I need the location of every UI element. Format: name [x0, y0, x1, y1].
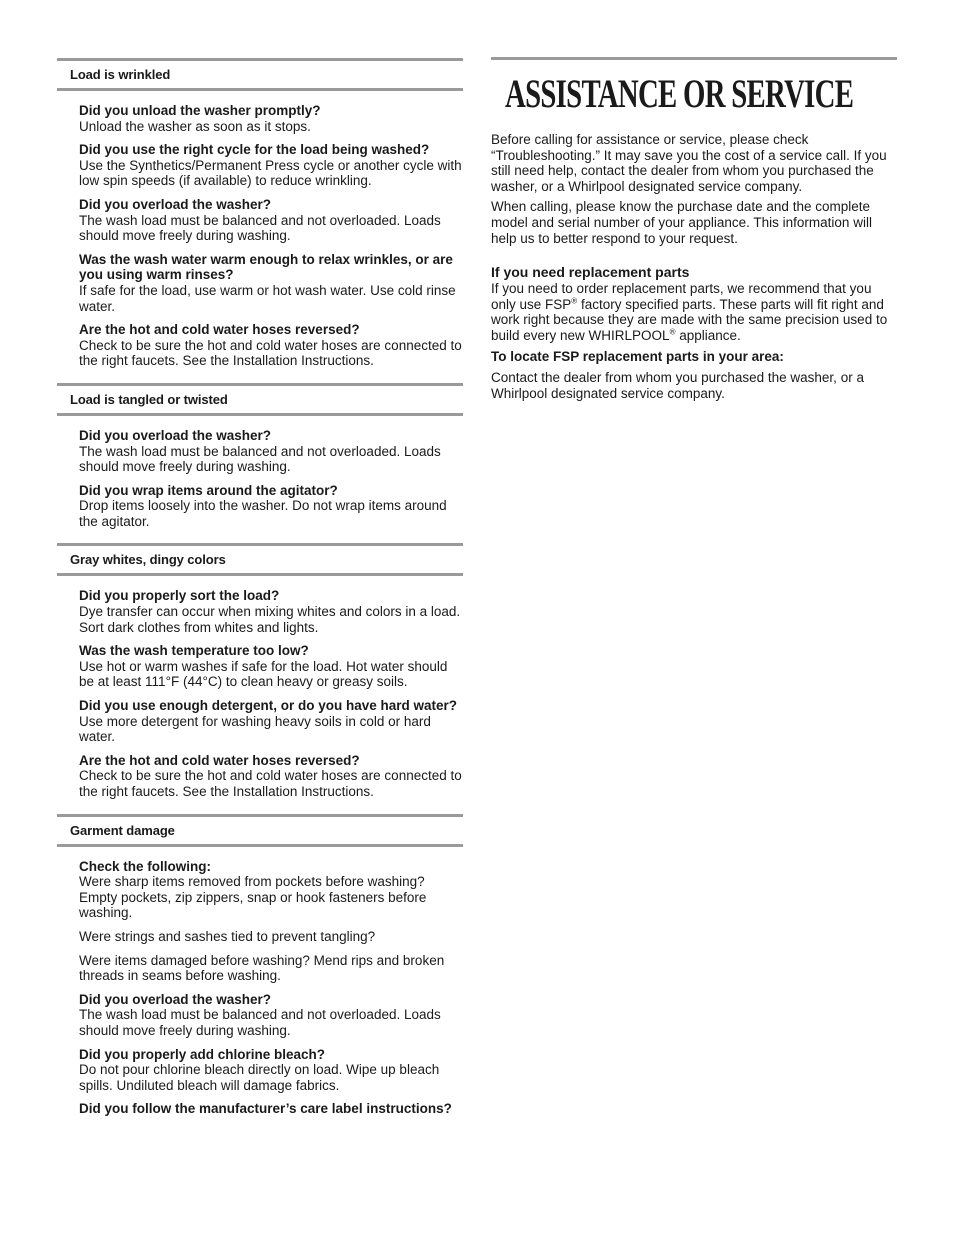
replacement-parts-heading: If you need replacement parts: [491, 264, 690, 281]
locate-parts-text: Contact the dealer from whom you purchased the washer, or a Whirlpool designated service company.: [491, 370, 864, 401]
qa-item: [79, 483, 463, 530]
qa-item: [79, 1047, 463, 1094]
question: Was the wash water warm enough to relax wrinkles, or are you using warm rinses?: [79, 251, 453, 283]
answer: The wash load must be balanced and not overloaded. Loads should move freely during washing.: [79, 443, 441, 475]
qa-item: [79, 322, 463, 369]
qa-item: [79, 643, 463, 690]
question: Did you overload the washer?: [79, 427, 272, 443]
section-body: [57, 416, 463, 544]
answer: Check to be sure the hot and cold water hoses are connected to the right faucets. See the Installation Instructions.: [79, 768, 462, 799]
qa-item: [79, 197, 463, 244]
answer: Dye transfer can occur when mixing whites and colors in a load. Sort dark clothes from whites and lights.: [79, 604, 461, 635]
answer: Unload the washer as soon as it stops.: [79, 118, 311, 134]
qa-item: [79, 103, 463, 134]
calling-paragraph: When calling, please know the purchase date and the complete model and serial number of your appliance. This information will help us to better respond to your request.: [491, 199, 872, 246]
qa-item: [79, 698, 463, 745]
answer: Check to be sure the hot and cold water hoses are connected to the right faucets. See the Installation Instructions.: [79, 337, 462, 369]
qa-item: [79, 588, 463, 635]
question: Did you properly add chlorine bleach?: [79, 1046, 326, 1062]
registered-mark: ®: [571, 296, 578, 306]
page-title: ASSISTANCE OR SERVICE: [505, 71, 854, 116]
locate-parts-label: To locate FSP replacement parts in your area:: [491, 348, 784, 364]
question: Did you wrap items around the agitator?: [79, 482, 338, 498]
registered-mark: ®: [669, 327, 676, 337]
qa-item: [79, 142, 463, 189]
answer: Were sharp items removed from pockets before washing? Empty pockets, zip zippers, snap or hook fasteners before washing.: [79, 874, 427, 921]
qa-item: [79, 753, 463, 800]
answer: Drop items loosely into the washer. Do not wrap items around the agitator.: [79, 498, 447, 529]
qa-item: [79, 252, 463, 314]
question: Check the following:: [79, 858, 212, 874]
question: Did you overload the washer?: [79, 196, 272, 212]
section-heading: Gray whites, dingy colors: [57, 543, 463, 576]
section-heading: Garment damage: [57, 814, 463, 847]
question: Did you use the right cycle for the load being washed?: [79, 142, 430, 158]
section-gray-whites: [57, 543, 463, 813]
question: Did you overload the washer?: [79, 991, 272, 1007]
troubleshooting-column: [57, 58, 463, 1131]
answer: The wash load must be balanced and not overloaded. Loads should move freely during washing.: [79, 212, 441, 244]
answer: If safe for the load, use warm or hot wash water. Use cold rinse water.: [79, 282, 456, 314]
qa-item: [79, 859, 463, 921]
section-load-wrinkled: [57, 58, 463, 383]
note: Were strings and sashes tied to prevent tangling?: [79, 928, 376, 944]
question: Did you unload the washer promptly?: [79, 103, 321, 118]
section-heading: Load is tangled or twisted: [57, 383, 463, 416]
note: Were items damaged before washing? Mend rips and broken threads in seams before washing.: [79, 952, 445, 984]
parts-text: If you need to order replacement parts, we recommend that you only use FSP: [491, 281, 872, 312]
section-garment-damage: [57, 814, 463, 1131]
assistance-column: [491, 57, 897, 406]
question: Was the wash temperature too low?: [79, 643, 309, 659]
answer: Use more detergent for washing heavy soils in cold or hard water.: [79, 713, 431, 745]
question: Are the hot and cold water hoses reversed?: [79, 752, 360, 768]
question: Are the hot and cold water hoses reversed?: [79, 322, 360, 338]
parts-text: factory specified parts. These parts will fit right and work right because they are made with the same precision used to build every new WHIRLPOOL: [491, 296, 888, 343]
answer: Use the Synthetics/Permanent Press cycle or another cycle with low spin speeds (if available) to reduce wrinkling.: [79, 157, 462, 189]
qa-item: [79, 428, 463, 475]
question: Did you use enough detergent, or do you have hard water?: [79, 698, 458, 714]
parts-text: appliance.: [675, 327, 741, 343]
intro-paragraph: Before calling for assistance or service, please check “Troubleshooting.” It may save you the cost of a service call. If you still need help, contact the dealer from whom you purchased the washer, or a Whirlpool designated service company.: [491, 132, 887, 194]
note-item: [79, 929, 463, 945]
answer: The wash load must be balanced and not overloaded. Loads should move freely during washing.: [79, 1007, 441, 1038]
answer: Do not pour chlorine bleach directly on load. Wipe up bleach spills. Undiluted bleach will damage fabrics.: [79, 1062, 440, 1093]
section-heading: Load is wrinkled: [57, 58, 463, 91]
section-body: [57, 91, 463, 383]
qa-item: [79, 992, 463, 1039]
answer: Use hot or warm washes if safe for the load. Hot water should be at least 111°F (44°C) to clean heavy or greasy soils.: [79, 658, 448, 690]
section-body: [57, 847, 463, 1131]
title-rule: [491, 57, 897, 60]
question: Did you follow the manufacturer’s care label instructions?: [79, 1101, 452, 1117]
qa-item: [79, 1101, 463, 1117]
question: Did you properly sort the load?: [79, 588, 280, 604]
section-body: [57, 576, 463, 813]
note-item: [79, 953, 463, 984]
replacement-parts-paragraph: [491, 281, 897, 343]
section-load-tangled: [57, 383, 463, 544]
